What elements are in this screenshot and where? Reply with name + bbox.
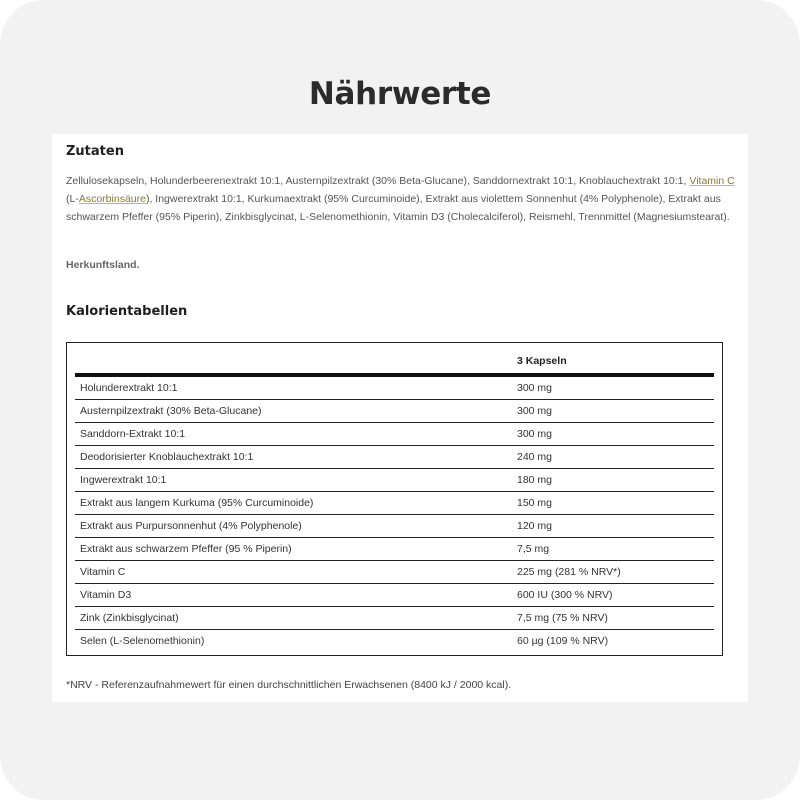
table-row: [75, 377, 714, 400]
row-amount: 240 mg: [517, 451, 553, 463]
table-header: [75, 343, 714, 377]
row-name: Zink (Zinkbisglycinat): [80, 612, 179, 624]
row-name: Holunderextrakt 10:1: [80, 382, 178, 394]
row-amount: 60 µg (109 % NRV): [517, 635, 609, 647]
row-name: Vitamin D3: [80, 589, 132, 601]
row-amount: 300 mg: [517, 428, 553, 440]
ascorbinsaeure-link[interactable]: Ascorbinsäure: [78, 193, 146, 205]
table-row: [75, 400, 714, 423]
row-amount: 7,5 mg: [517, 543, 550, 555]
row-amount: 600 IU (300 % NRV): [517, 589, 613, 601]
row-name: Extrakt aus Purpursonnenhut (4% Polyphenole): [80, 520, 302, 532]
ingredients-text-part3: ), Ingwerextrakt 10:1, Kurkumaextrakt (95% Curcuminoide), Extrakt aus violettem Sonnenhut (4% Polyphenole), Extrakt aus schwarzem Pfeffer (95% Piperin), Zinkbisglycinat, L-Selenomethionin, Vitamin D3 (Cholecalciferol), Reismehl, Trennmittel (Magnesiumstearat).: [66, 193, 730, 223]
row-name: Austernpilzextrakt (30% Beta-Glucane): [80, 405, 262, 417]
ingredients-text-part2: (L-: [66, 193, 79, 205]
content-card: [52, 134, 748, 702]
nrv-footnote: *NRV - Referenzaufnahmewert für einen durchschnittlichen Erwachsenen (8400 kJ / 2000 kcal).: [66, 679, 512, 691]
page-title: Nährwerte: [308, 76, 492, 112]
table-row: [75, 469, 714, 492]
row-name: Deodorisierter Knoblauchextrakt 10:1: [80, 451, 254, 463]
row-name: Vitamin C: [80, 566, 126, 578]
row-amount: 300 mg: [517, 382, 553, 394]
ingredients-heading: Zutaten: [66, 144, 124, 159]
row-name: Sanddorn-Extrakt 10:1: [80, 428, 186, 440]
table-row: [75, 607, 714, 630]
table-row: [75, 515, 714, 538]
nutrition-heading: Kalorientabellen: [66, 304, 188, 319]
table-row: [75, 492, 714, 515]
row-amount: 120 mg: [517, 520, 553, 532]
row-amount: 225 mg (281 % NRV*): [517, 566, 621, 578]
nutrition-table: [66, 342, 723, 656]
table-row: [75, 561, 714, 584]
table-row: [75, 630, 714, 652]
table-row: [75, 446, 714, 469]
table-row: [75, 538, 714, 561]
row-name: Extrakt aus langem Kurkuma (95% Curcuminoide): [80, 497, 314, 509]
row-amount: 300 mg: [517, 405, 553, 417]
row-amount: 7,5 mg (75 % NRV): [517, 612, 608, 624]
ingredients-text: [66, 172, 736, 226]
vitamin-c-link[interactable]: Vitamin C: [689, 175, 735, 187]
row-amount: 150 mg: [517, 497, 553, 509]
row-name: Ingwerextrakt 10:1: [80, 474, 167, 486]
table-row: [75, 584, 714, 607]
origin-label: Herkunftsland.: [66, 259, 140, 271]
column-header: 3 Kapseln: [517, 355, 567, 367]
ingredients-text-part1: Zellulosekapseln, Holunderbeerenextrakt 10:1, Austernpilzextrakt (30% Beta-Glucane), Sanddornextrakt 10:1, Knoblauchextrakt 10:1,: [66, 175, 690, 187]
table-row: [75, 423, 714, 446]
row-name: Extrakt aus schwarzem Pfeffer (95 % Piperin): [80, 543, 292, 555]
row-name: Selen (L-Selenomethionin): [80, 635, 205, 647]
row-amount: 180 mg: [517, 474, 553, 486]
